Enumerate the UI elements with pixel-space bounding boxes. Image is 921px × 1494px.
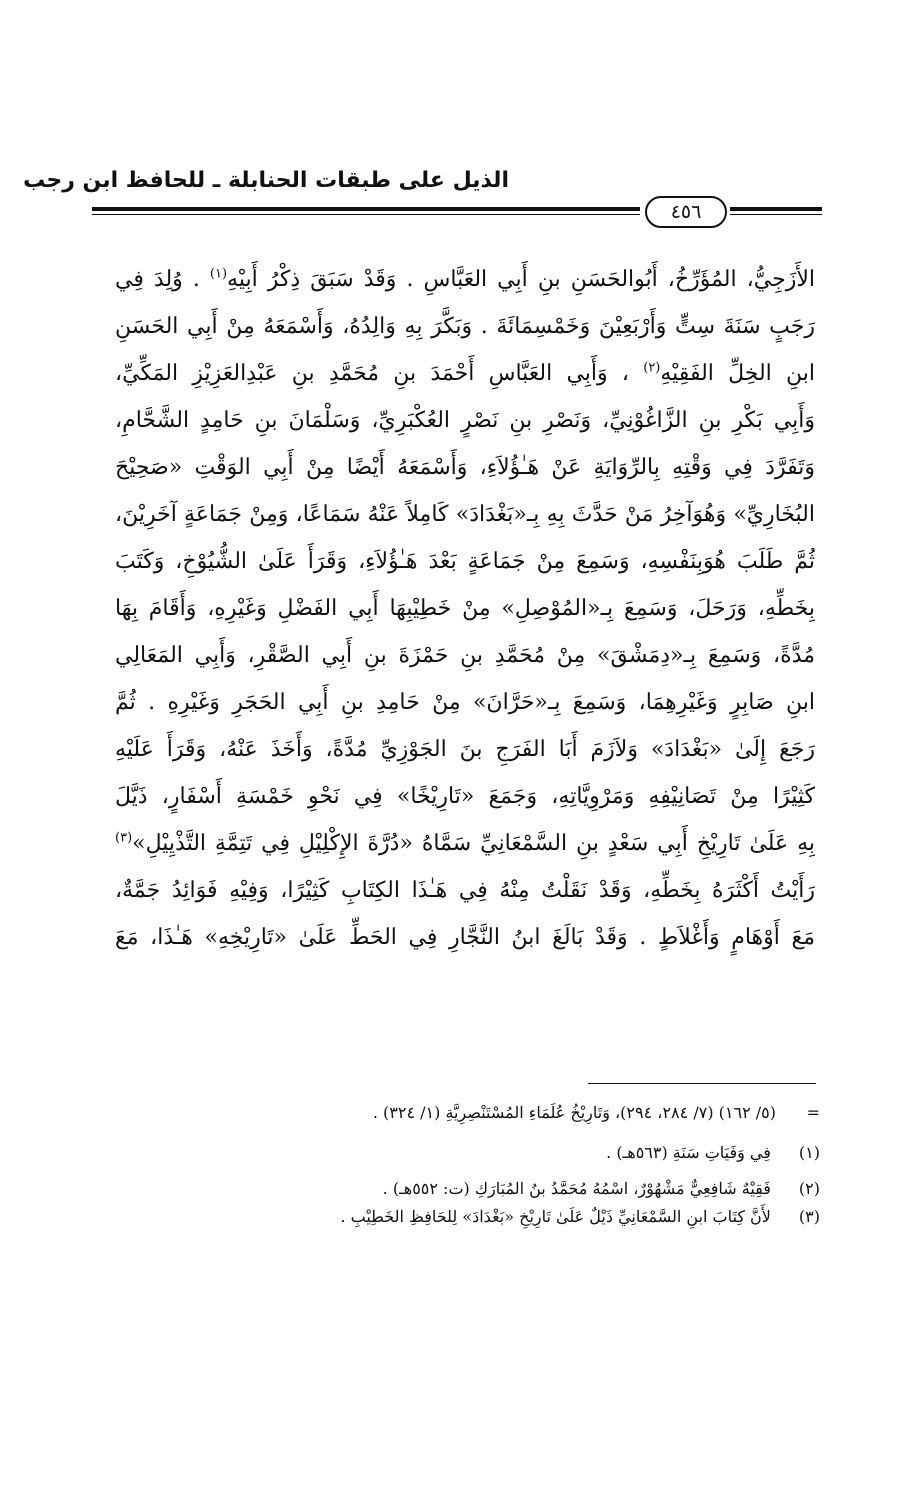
- header-rule-thick-right: [730, 207, 822, 211]
- footnote-3: [115, 1204, 820, 1230]
- text-line: وَتَفَرَّدَ فِي وَقْتِهِ بِالرِّوَايَةِ عَنْ هَـٰؤُلاَءِ، وَأَسْمَعَهُ أَيْضًا مِنْ أَبِي الوَقْتِ «صَحِيْحَ: [115, 455, 815, 480]
- text-line: مُدَّةً، وَسَمِعَ بِـ«دِمَشْقَ» مِنْ مُحَمَّدِ بنِ حَمْزَةَ بنِ أَبِي الصَّقْرِ، وَأَبِي المَعَالِي: [115, 643, 815, 668]
- text-line: وَأَبِي بَكْرِ بنِ الزَّاغُوْنِيِّ، وَنَصْرِ بنِ نَصْرٍ العُكْبَرِيِّ، وَسَلْمَانَ بنِ حَامِدٍ الشَّحَّامِ،: [115, 408, 815, 433]
- continuation-mark: =: [806, 1103, 820, 1122]
- continuation-text: (٥/ ١٦٢) (٧/ ٢٨٤، ٢٩٤)، وَتَارِيْخُ عُلَمَاءِ المُسْتَنْصِرِيَّةِ (١/ ٣٢٤) .: [372, 1103, 776, 1122]
- text-line: رَأَيْتُ أَكْثَرَهُ بِخَطِّهِ، وَقَدْ نَقَلْتُ مِنْهُ فِي هَـٰذَا الكِتَابِ كَثِيْرًا، وَفِيْهِ فَوَائِدُ جَمَّةٌ،: [115, 878, 815, 903]
- header-rule-thick-left: [92, 207, 640, 211]
- running-title: الذيل على طبقات الحنابلة ـ للحافظ ابن رجب: [23, 168, 509, 193]
- footnote-number: (٣): [798, 1207, 820, 1226]
- text-line: رَجَبٍ سَنَةَ سِتٍّ وَأَرْبَعِيْنَ وَخَمْسِمَائَةَ . وَبَكَّرَ بِهِ وَالِدُهُ، وَأَسْمَعَهُ مِنْ أَبِي الحَسَنِ: [115, 314, 815, 339]
- footnote-text: لأَنَّ كِتَابَ ابنِ السَّمْعَانِيِّ ذَيْلٌ عَلَىٰ تَارِيْخِ «بَغْدَادَ» لِلحَافِظِ الخَطِيْبِ .: [340, 1207, 771, 1226]
- main-text: [115, 256, 815, 961]
- footnotes: [115, 1098, 820, 1230]
- text-line: ابنِ الخِلِّ الفَقِيْهِ$^{(٢)}$ ، وَأَبِي العَبَّاسِ أَحْمَدَ بنِ مُحَمَّدِ بنِ عَبْدِالعَزِيْزِ المَكِّيِّ،: [115, 360, 815, 386]
- text-line: بِخَطِّهِ، وَرَحَلَ، وَسَمِعَ بِـ«المُوْصِلِ» مِنْ خَطِيْبِهَا أَبِي الفَضْلِ وَغَيْرِهِ، وَأَقَامَ بِهَا: [115, 596, 815, 621]
- footnote-ref: (٢): [643, 360, 661, 376]
- text-line: الأَزَجِيُّ، المُؤَرِّخُ، أَبُوالحَسَنِ بنِ أَبِي العَبَّاسِ . وَقَدْ سَبَقَ ذِكْرُ أَبِيْهِ$^{(١)}$ . وُلِدَ فِي: [115, 266, 815, 292]
- footnote-text: فَقِيْهٌ شَافِعِيٌّ مَشْهُوْرٌ، اسْمُهُ مُحَمَّدُ بنُ المُبَارَكِ (ت: ٥٥٢هـ) .: [382, 1179, 771, 1198]
- footnote-2: [115, 1174, 820, 1204]
- text-line: رَجَعَ إِلَىٰ «بَغْدَادَ» وَلاَزَمَ أَبَا الفَرَجِ بنَ الجَوْزِيِّ مُدَّةً، وَأَخَذَ عَنْهُ، وَقَرَأَ عَلَيْهِ: [115, 737, 815, 762]
- text-line: ابنِ صَابِرٍ وَغَيْرِهِمَا، وَسَمِعَ بِـ«حَرَّانَ» مِنْ حَامِدِ بنِ أَبِي الحَجَرِ وَغَيْرِهِ . ثُمَّ: [115, 690, 815, 715]
- footnote-number: (١): [798, 1143, 820, 1162]
- footnote-number: (٢): [798, 1179, 820, 1198]
- header-rule: [92, 196, 822, 232]
- text-line: مَعَ أَوْهَامٍ وَأَغْلاَطٍ . وَقَدْ بَالَغَ ابنُ النَّجَّارِ فِي الحَطِّ عَلَىٰ «تَارِيْخِهِ» هَـٰذَا، مَعَ: [115, 925, 815, 950]
- header-rule-thin-right: [730, 214, 822, 215]
- footnote-separator: [588, 1083, 816, 1084]
- footnote-ref: (٣): [115, 830, 133, 846]
- text-line: بِهِ عَلَىٰ تَارِيْخِ أَبِي سَعْدٍ بنِ السَّمْعَانِيِّ سَمَّاهُ «دُرَّةَ الإِكْلِيْلِ فِي تَتِمَّةِ التَّذْيِيْلِ»$^{(٣)}$: [115, 830, 815, 856]
- header-rule-thin-left: [92, 214, 640, 215]
- text-line: البُخَارِيِّ» وَهُوَآخِرُ مَنْ حَدَّثَ بِهِ بِـ«بَغْدَادَ» كَامِلاً عَنْهُ سَمَاعًا، وَمِنْ جَمَاعَةٍ آخَرِيْنَ،: [115, 502, 815, 527]
- footnote-1: [115, 1138, 820, 1168]
- page-number: ٤٥٦: [645, 196, 727, 228]
- footnote-continuation: [115, 1098, 820, 1132]
- footnote-text: فِي وَفَيَاتِ سَنَةِ (٥٦٣هـ) .: [606, 1143, 771, 1162]
- text-line: كَثِيْرًا مِنْ تَصَانِيْفِهِ وَمَرْوِيَّاتِهِ، وَجَمَعَ «تَارِيْخًا» فِي نَحْوِ خَمْسَةِ أَسْفَارٍ، ذَيَّلَ: [115, 784, 815, 809]
- footnote-ref: (١): [209, 266, 228, 282]
- text-line: ثُمَّ طَلَبَ هُوَبِنَفْسِهِ، وَسَمِعَ مِنْ جَمَاعَةٍ بَعْدَ هَـٰؤُلاَءِ، وَقَرَأَ عَلَىٰ الشُّيُوْخِ، وَكَتَبَ: [115, 549, 815, 574]
